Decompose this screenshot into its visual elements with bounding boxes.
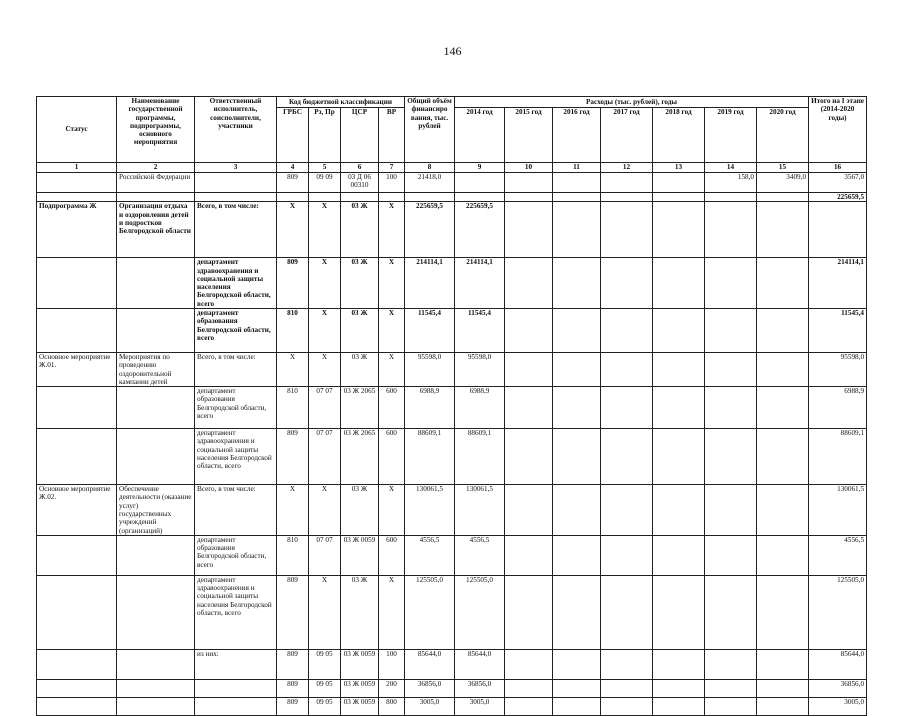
year-2015-cell <box>505 679 553 697</box>
header-vr: ВР <box>379 108 405 163</box>
year-2015-cell <box>505 352 553 386</box>
column-number: 16 <box>809 163 867 173</box>
total-cell: 4556,5 <box>405 535 455 575</box>
year-2019-cell <box>705 352 757 386</box>
year-2016-cell <box>553 352 601 386</box>
year-2015-cell <box>505 575 553 649</box>
column-number: 1 <box>37 163 117 173</box>
table-row <box>37 575 867 649</box>
csr-cell: 03 Ж <box>341 352 379 386</box>
itogo-cell <box>809 202 867 258</box>
grbs-cell: 810 <box>277 535 309 575</box>
year-2019-cell <box>705 649 757 679</box>
name-cell: Обеспечение деятельности (оказание услуг) государственных учреждений (организаций) <box>117 485 195 536</box>
year-2017-cell <box>601 485 653 536</box>
year-2020-cell <box>757 202 809 258</box>
year-2017-cell <box>601 352 653 386</box>
vr-cell: 600 <box>379 429 405 485</box>
year-2019-cell <box>705 575 757 649</box>
table-row <box>37 352 867 386</box>
year-2014-cell: 4556,5 <box>455 535 505 575</box>
status-cell: Подпрограмма Ж <box>37 202 117 258</box>
responsible-cell: Всего, в том числе: <box>195 202 277 258</box>
year-2019-cell: 158,0 <box>705 173 757 193</box>
total-cell <box>405 193 455 202</box>
year-2017-cell <box>601 649 653 679</box>
year-2019-cell <box>705 697 757 715</box>
csr-cell: 03 Ж 2065 <box>341 387 379 429</box>
year-2020-cell <box>757 352 809 386</box>
header-responsible: Ответственный исполнитель, соисполнители, участники <box>195 97 277 163</box>
year-2017-cell <box>601 679 653 697</box>
year-2014-cell: 11545,4 <box>455 308 505 352</box>
column-number: 10 <box>505 163 553 173</box>
header-grbs: ГРБС <box>277 108 309 163</box>
year-2017-cell <box>601 308 653 352</box>
year-2016-cell <box>553 429 601 485</box>
csr-cell: 03 Ж 0059 <box>341 649 379 679</box>
column-number-row <box>37 163 867 173</box>
status-cell <box>37 308 117 352</box>
grbs-cell: 809 <box>277 258 309 309</box>
status-cell <box>37 697 117 715</box>
grbs-cell: 809 <box>277 697 309 715</box>
itogo-cell: 4556,5 <box>809 535 867 575</box>
responsible-cell <box>195 193 277 202</box>
rzpr-cell: X <box>309 202 341 258</box>
year-2014-cell <box>455 193 505 202</box>
year-2014-cell: 95598,0 <box>455 352 505 386</box>
grbs-cell: X <box>277 202 309 258</box>
total-cell: 11545,4 <box>405 308 455 352</box>
year-2019-cell <box>705 535 757 575</box>
rzpr-cell: X <box>309 258 341 309</box>
responsible-cell: департамент здравоохранения и социальной защиты населения Белгородской области, всего <box>195 258 277 309</box>
itogo-cell: 88609,1 <box>809 429 867 485</box>
table-row <box>37 202 867 258</box>
table-row <box>37 649 867 679</box>
name-cell <box>117 575 195 649</box>
column-number: 5 <box>309 163 341 173</box>
vr-cell: 800 <box>379 697 405 715</box>
page-number: 146 <box>443 44 462 58</box>
name-cell <box>117 649 195 679</box>
grbs-cell: X <box>277 352 309 386</box>
year-2016-cell <box>553 202 601 258</box>
year-2017-cell <box>601 202 653 258</box>
year-2016-cell <box>553 485 601 536</box>
year-2014-cell: 130061,5 <box>455 485 505 536</box>
rzpr-cell: 07 07 <box>309 429 341 485</box>
rzpr-cell: 09 09 <box>309 173 341 193</box>
rzpr-cell: X <box>309 308 341 352</box>
year-2015-cell <box>505 649 553 679</box>
year-2015-cell <box>505 485 553 536</box>
itogo-cell: 95598,0 <box>809 352 867 386</box>
itogo-cell: 214114,1 <box>809 258 867 309</box>
year-2017-cell <box>601 535 653 575</box>
year-2019-cell <box>705 193 757 202</box>
year-2018-cell <box>653 173 705 193</box>
itogo-cell: 225659,5 <box>809 193 867 202</box>
year-2020-cell <box>757 649 809 679</box>
itogo-cell: 36856,0 <box>809 679 867 697</box>
itogo-cell: 85644,0 <box>809 649 867 679</box>
vr-cell: 200 <box>379 679 405 697</box>
table-row <box>37 387 867 429</box>
year-2014-cell: 225659,5 <box>455 202 505 258</box>
responsible-cell: департамент образования Белгородской области, всего <box>195 535 277 575</box>
csr-cell <box>341 193 379 202</box>
table-row <box>37 258 867 309</box>
status-cell <box>37 649 117 679</box>
year-2018-cell <box>653 193 705 202</box>
csr-cell: 03 Ж <box>341 202 379 258</box>
header-year: 2020 год <box>757 108 809 163</box>
table-row <box>37 535 867 575</box>
header-year: 2016 год <box>553 108 601 163</box>
vr-cell: X <box>379 308 405 352</box>
rzpr-cell: X <box>309 575 341 649</box>
year-2018-cell <box>653 387 705 429</box>
year-2020-cell <box>757 429 809 485</box>
column-number: 11 <box>553 163 601 173</box>
year-2014-cell: 36856,0 <box>455 679 505 697</box>
name-cell <box>117 429 195 485</box>
year-2019-cell <box>705 429 757 485</box>
header-year: 2017 год <box>601 108 653 163</box>
year-2014-cell: 88609,1 <box>455 429 505 485</box>
status-cell <box>37 535 117 575</box>
year-2020-cell <box>757 679 809 697</box>
vr-cell: X <box>379 485 405 536</box>
total-cell: 225659,5 <box>405 202 455 258</box>
year-2016-cell <box>553 387 601 429</box>
grbs-cell: 809 <box>277 679 309 697</box>
name-cell: Мероприятия по проведению оздоровительной кампании детей <box>117 352 195 386</box>
column-number: 8 <box>405 163 455 173</box>
column-number: 3 <box>195 163 277 173</box>
year-2018-cell <box>653 308 705 352</box>
csr-cell: 03 Ж <box>341 575 379 649</box>
header-csr: ЦСР <box>341 108 379 163</box>
rzpr-cell: 07 07 <box>309 535 341 575</box>
header-year: 2015 год <box>505 108 553 163</box>
column-number: 7 <box>379 163 405 173</box>
year-2016-cell <box>553 308 601 352</box>
responsible-cell: департамент образования Белгородской области, всего <box>195 308 277 352</box>
header-year: 2014 год <box>455 108 505 163</box>
year-2015-cell <box>505 697 553 715</box>
year-2019-cell <box>705 679 757 697</box>
year-2020-cell: 3409,0 <box>757 173 809 193</box>
year-2016-cell <box>553 193 601 202</box>
year-2020-cell <box>757 387 809 429</box>
rzpr-cell: X <box>309 485 341 536</box>
status-cell <box>37 193 117 202</box>
name-cell: Российской Федерации <box>117 173 195 193</box>
vr-cell: 600 <box>379 535 405 575</box>
status-cell <box>37 173 117 193</box>
year-2020-cell <box>757 697 809 715</box>
responsible-cell: из них: <box>195 649 277 679</box>
total-cell: 125505,0 <box>405 575 455 649</box>
year-2016-cell <box>553 173 601 193</box>
year-2018-cell <box>653 697 705 715</box>
grbs-cell: 809 <box>277 173 309 193</box>
total-cell: 36856,0 <box>405 679 455 697</box>
status-cell <box>37 387 117 429</box>
rzpr-cell: 09 05 <box>309 649 341 679</box>
budget-table <box>36 96 867 716</box>
year-2015-cell <box>505 202 553 258</box>
year-2015-cell <box>505 535 553 575</box>
grbs-cell: 809 <box>277 575 309 649</box>
vr-cell: X <box>379 352 405 386</box>
responsible-cell: департамент здравоохранения и социальной защиты населения Белгородской области, всего <box>195 429 277 485</box>
responsible-cell <box>195 679 277 697</box>
year-2018-cell <box>653 429 705 485</box>
status-cell <box>37 575 117 649</box>
csr-cell: 03 Ж <box>341 308 379 352</box>
vr-cell: 100 <box>379 649 405 679</box>
column-number: 12 <box>601 163 653 173</box>
table-row <box>37 485 867 536</box>
year-2016-cell <box>553 649 601 679</box>
total-cell: 85644,0 <box>405 649 455 679</box>
total-cell: 3005,0 <box>405 697 455 715</box>
year-2020-cell <box>757 308 809 352</box>
year-2017-cell <box>601 387 653 429</box>
vr-cell: X <box>379 258 405 309</box>
responsible-cell: Всего, в том числе: <box>195 352 277 386</box>
year-2015-cell <box>505 193 553 202</box>
column-number: 4 <box>277 163 309 173</box>
table-row <box>37 429 867 485</box>
grbs-cell: 809 <box>277 649 309 679</box>
year-2014-cell: 125505,0 <box>455 575 505 649</box>
year-2017-cell <box>601 258 653 309</box>
header-name: Наименование государственной программы, подпрограммы, основного мероприятия <box>117 97 195 163</box>
year-2015-cell <box>505 429 553 485</box>
header-year: 2019 год <box>705 108 757 163</box>
responsible-cell: департамент здравоохранения и социальной защиты населения Белгородской области, всего <box>195 575 277 649</box>
year-2020-cell <box>757 485 809 536</box>
status-cell: Основное мероприятие Ж.02. <box>37 485 117 536</box>
name-cell: Организация отдыха и оздоровления детей и подростков Белгородской области <box>117 202 195 258</box>
header-total-volume: Общий объём финансиро вания, тыс. рублей <box>405 97 455 163</box>
column-number: 9 <box>455 163 505 173</box>
year-2015-cell <box>505 258 553 309</box>
rzpr-cell: 09 05 <box>309 697 341 715</box>
rzpr-cell <box>309 193 341 202</box>
header-expenses: Расходы (тыс. рублей), годы <box>455 97 809 108</box>
header-rzpr: Рз, Пр <box>309 108 341 163</box>
csr-cell: 03 Ж 0059 <box>341 679 379 697</box>
total-cell: 6988,9 <box>405 387 455 429</box>
responsible-cell: Всего, в том числе: <box>195 485 277 536</box>
year-2017-cell <box>601 429 653 485</box>
year-2014-cell: 85644,0 <box>455 649 505 679</box>
vr-cell: X <box>379 202 405 258</box>
itogo-cell: 3567,0 <box>809 173 867 193</box>
status-cell <box>37 258 117 309</box>
name-cell <box>117 308 195 352</box>
total-cell: 214114,1 <box>405 258 455 309</box>
itogo-cell: 3005,0 <box>809 697 867 715</box>
column-number: 13 <box>653 163 705 173</box>
table-row <box>37 308 867 352</box>
year-2017-cell <box>601 193 653 202</box>
name-cell <box>117 679 195 697</box>
header-status: Статус <box>37 97 117 163</box>
year-2017-cell <box>601 575 653 649</box>
year-2019-cell <box>705 308 757 352</box>
year-2016-cell <box>553 679 601 697</box>
year-2015-cell <box>505 387 553 429</box>
year-2014-cell: 3005,0 <box>455 697 505 715</box>
year-2018-cell <box>653 535 705 575</box>
header-year: 2018 год <box>653 108 705 163</box>
itogo-cell: 130061,5 <box>809 485 867 536</box>
year-2015-cell <box>505 173 553 193</box>
year-2020-cell <box>757 193 809 202</box>
table-row <box>37 679 867 697</box>
responsible-cell <box>195 173 277 193</box>
year-2018-cell <box>653 202 705 258</box>
year-2019-cell <box>705 258 757 309</box>
year-2018-cell <box>653 679 705 697</box>
itogo-cell: 6988,9 <box>809 387 867 429</box>
year-2019-cell <box>705 485 757 536</box>
csr-cell: 03 Д 06 00310 <box>341 173 379 193</box>
year-2020-cell <box>757 258 809 309</box>
year-2018-cell <box>653 258 705 309</box>
csr-cell: 03 Ж 2065 <box>341 429 379 485</box>
total-cell: 88609,1 <box>405 429 455 485</box>
rzpr-cell: 09 05 <box>309 679 341 697</box>
year-2019-cell <box>705 387 757 429</box>
table-row <box>37 193 867 202</box>
total-cell: 95598,0 <box>405 352 455 386</box>
grbs-cell <box>277 193 309 202</box>
column-number: 2 <box>117 163 195 173</box>
year-2020-cell <box>757 535 809 575</box>
name-cell <box>117 387 195 429</box>
status-cell <box>37 679 117 697</box>
vr-cell: 100 <box>379 173 405 193</box>
year-2020-cell <box>757 575 809 649</box>
column-number: 15 <box>757 163 809 173</box>
year-2016-cell <box>553 258 601 309</box>
column-number: 14 <box>705 163 757 173</box>
year-2018-cell <box>653 485 705 536</box>
year-2016-cell <box>553 697 601 715</box>
name-cell <box>117 535 195 575</box>
name-cell <box>117 193 195 202</box>
csr-cell: 03 Ж 0059 <box>341 535 379 575</box>
itogo-cell: 11545,4 <box>809 308 867 352</box>
csr-cell: 03 Ж <box>341 485 379 536</box>
grbs-cell: X <box>277 485 309 536</box>
grbs-cell: 809 <box>277 429 309 485</box>
year-2014-cell <box>455 173 505 193</box>
year-2018-cell <box>653 575 705 649</box>
year-2016-cell <box>553 575 601 649</box>
year-2016-cell <box>553 535 601 575</box>
year-2018-cell <box>653 352 705 386</box>
year-2014-cell: 214114,1 <box>455 258 505 309</box>
status-cell: Основное мероприятие Ж.01. <box>37 352 117 386</box>
table-body <box>37 163 867 716</box>
year-2019-cell <box>705 202 757 258</box>
vr-cell: 600 <box>379 387 405 429</box>
rzpr-cell: 07 07 <box>309 387 341 429</box>
rzpr-cell: X <box>309 352 341 386</box>
grbs-cell: 810 <box>277 387 309 429</box>
total-cell: 21418,0 <box>405 173 455 193</box>
responsible-cell: департамент образования Белгородской области, всего <box>195 387 277 429</box>
grbs-cell: 810 <box>277 308 309 352</box>
name-cell <box>117 258 195 309</box>
csr-cell: 03 Ж 0059 <box>341 697 379 715</box>
vr-cell <box>379 193 405 202</box>
header-budget-code: Код бюджетной классификации <box>277 97 405 108</box>
csr-cell: 03 Ж <box>341 258 379 309</box>
table-row <box>37 697 867 715</box>
year-2017-cell <box>601 173 653 193</box>
header-itogo: Итого на I этапе (2014-2020 годы) <box>809 97 867 163</box>
column-number: 6 <box>341 163 379 173</box>
itogo-cell: 125505,0 <box>809 575 867 649</box>
year-2018-cell <box>653 649 705 679</box>
responsible-cell <box>195 697 277 715</box>
table-row <box>37 173 867 193</box>
name-cell <box>117 697 195 715</box>
vr-cell: X <box>379 575 405 649</box>
total-cell: 130061,5 <box>405 485 455 536</box>
year-2014-cell: 6988,9 <box>455 387 505 429</box>
year-2015-cell <box>505 308 553 352</box>
status-cell <box>37 429 117 485</box>
year-2017-cell <box>601 697 653 715</box>
